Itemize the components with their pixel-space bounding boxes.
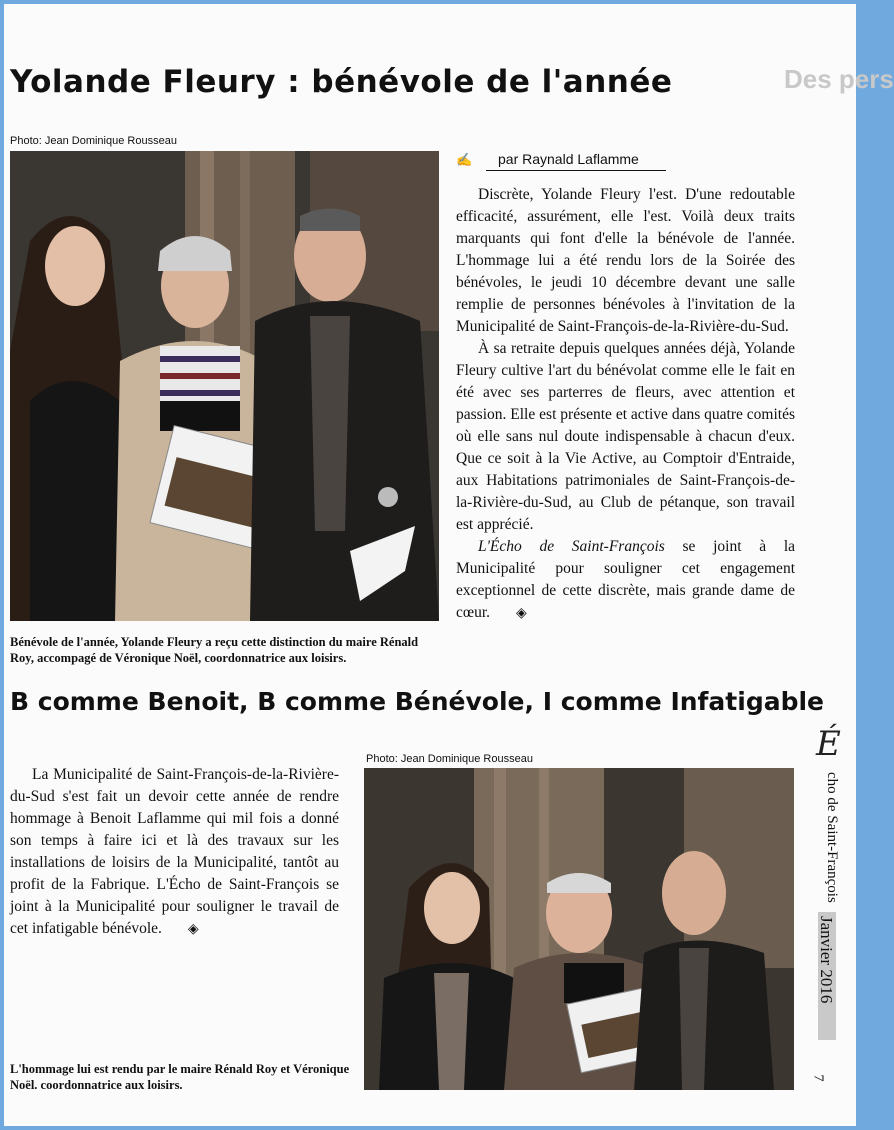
byline-rule [486,170,666,171]
article2-photo-credit: Photo: Jean Dominique Rousseau [366,753,533,765]
pen-icon: ✍ [456,152,473,167]
article2-paragraph [10,764,339,941]
article2-title: B comme Benoit, B comme Bénévole, I comme Infatigable [10,687,825,716]
article1-closing-paragraph [456,536,795,625]
article1-byline [456,150,666,172]
article2-paragraph-text: La Municipalité de Saint-François-de-la-Rivière-du-Sud s'est fait un devoir cette année de rendre hommage à Benoit Laflamme qui mil fois a donné son temps à faire ici et là des travaux sur les installations de loisirs de la Municipalité, tantôt au profit de la Fabrique. L'Écho de Saint-François se joint à la Municipalité pour souligner le travail de cet infatigable bénévole. [10,766,339,937]
article1-photo-credit: Photo: Jean Dominique Rousseau [10,135,177,147]
article2-photo [364,768,794,1090]
article1-paragraph: Discrète, Yolande Fleury l'est. D'une redoutable efficacité, assurément, elle l'est. Voilà deux traits marquants qui font d'elle la bénévole de l'année. L'hommage lui a été rendu lors de la Soirée des bénévoles, le jeudi 10 décembre devant une salle remplie de personnes bénévoles à l'invitation de la Municipalité de Saint-François-de-la-Rivière-du-Sud. [456,186,795,335]
issue-sidebar [812,724,842,1114]
article2-caption: L'hommage lui est rendu par le maire Rénald Roy et Véronique Noël. coordonnatrice aux loisirs. [10,1062,350,1092]
bleed-through-heading: Des pers [784,64,894,94]
closing-text: se joint à la Municipalité pour souligner cet engagement exceptionnel de cette discrète, mais grande dame de cœur. [456,538,796,621]
article1-caption: Bénévole de l'année, Yolande Fleury a reçu cette distinction du maire Rénald Roy, accompagé de Véronique Noël, coordonnatrice aux loisirs. [10,635,419,665]
article1-photo [10,151,439,621]
publication-name: L'Écho de Saint-François [478,538,665,555]
diamond-ornament-icon: ◈ [516,606,527,621]
publication-name-vertical: cho de Saint-François [824,772,840,903]
article1-title: Yolande Fleury : bénévole de l'année [10,64,673,100]
issue-date: Janvier 2016 [817,916,836,1004]
newsletter-page [4,4,894,1126]
article1-paragraph: À sa retraite depuis quelques années déjà, Yolande Fleury cultive l'art du bénévolat comme elle le fait en été avec ses parterres de fleurs, avec attention et passion. Elle est présente et active dans quatre comités où elle sans nul doute indispensable à chacun d'eux. Que ce soit à la Vie Active, au Comptoir d'Entraide, aux Habitations patrimoniales de Saint-François-de-la-Rivière-du-Sud, au Club de pétanque, son travail est apprécié. [456,340,795,533]
byline-text: par Raynald Laflamme [498,151,639,167]
page-number: 7 [810,1074,826,1082]
article1-body [456,184,795,625]
publication-logo: É [816,724,841,764]
diamond-ornament-icon: ◈ [187,922,199,937]
article2-body [10,764,339,941]
